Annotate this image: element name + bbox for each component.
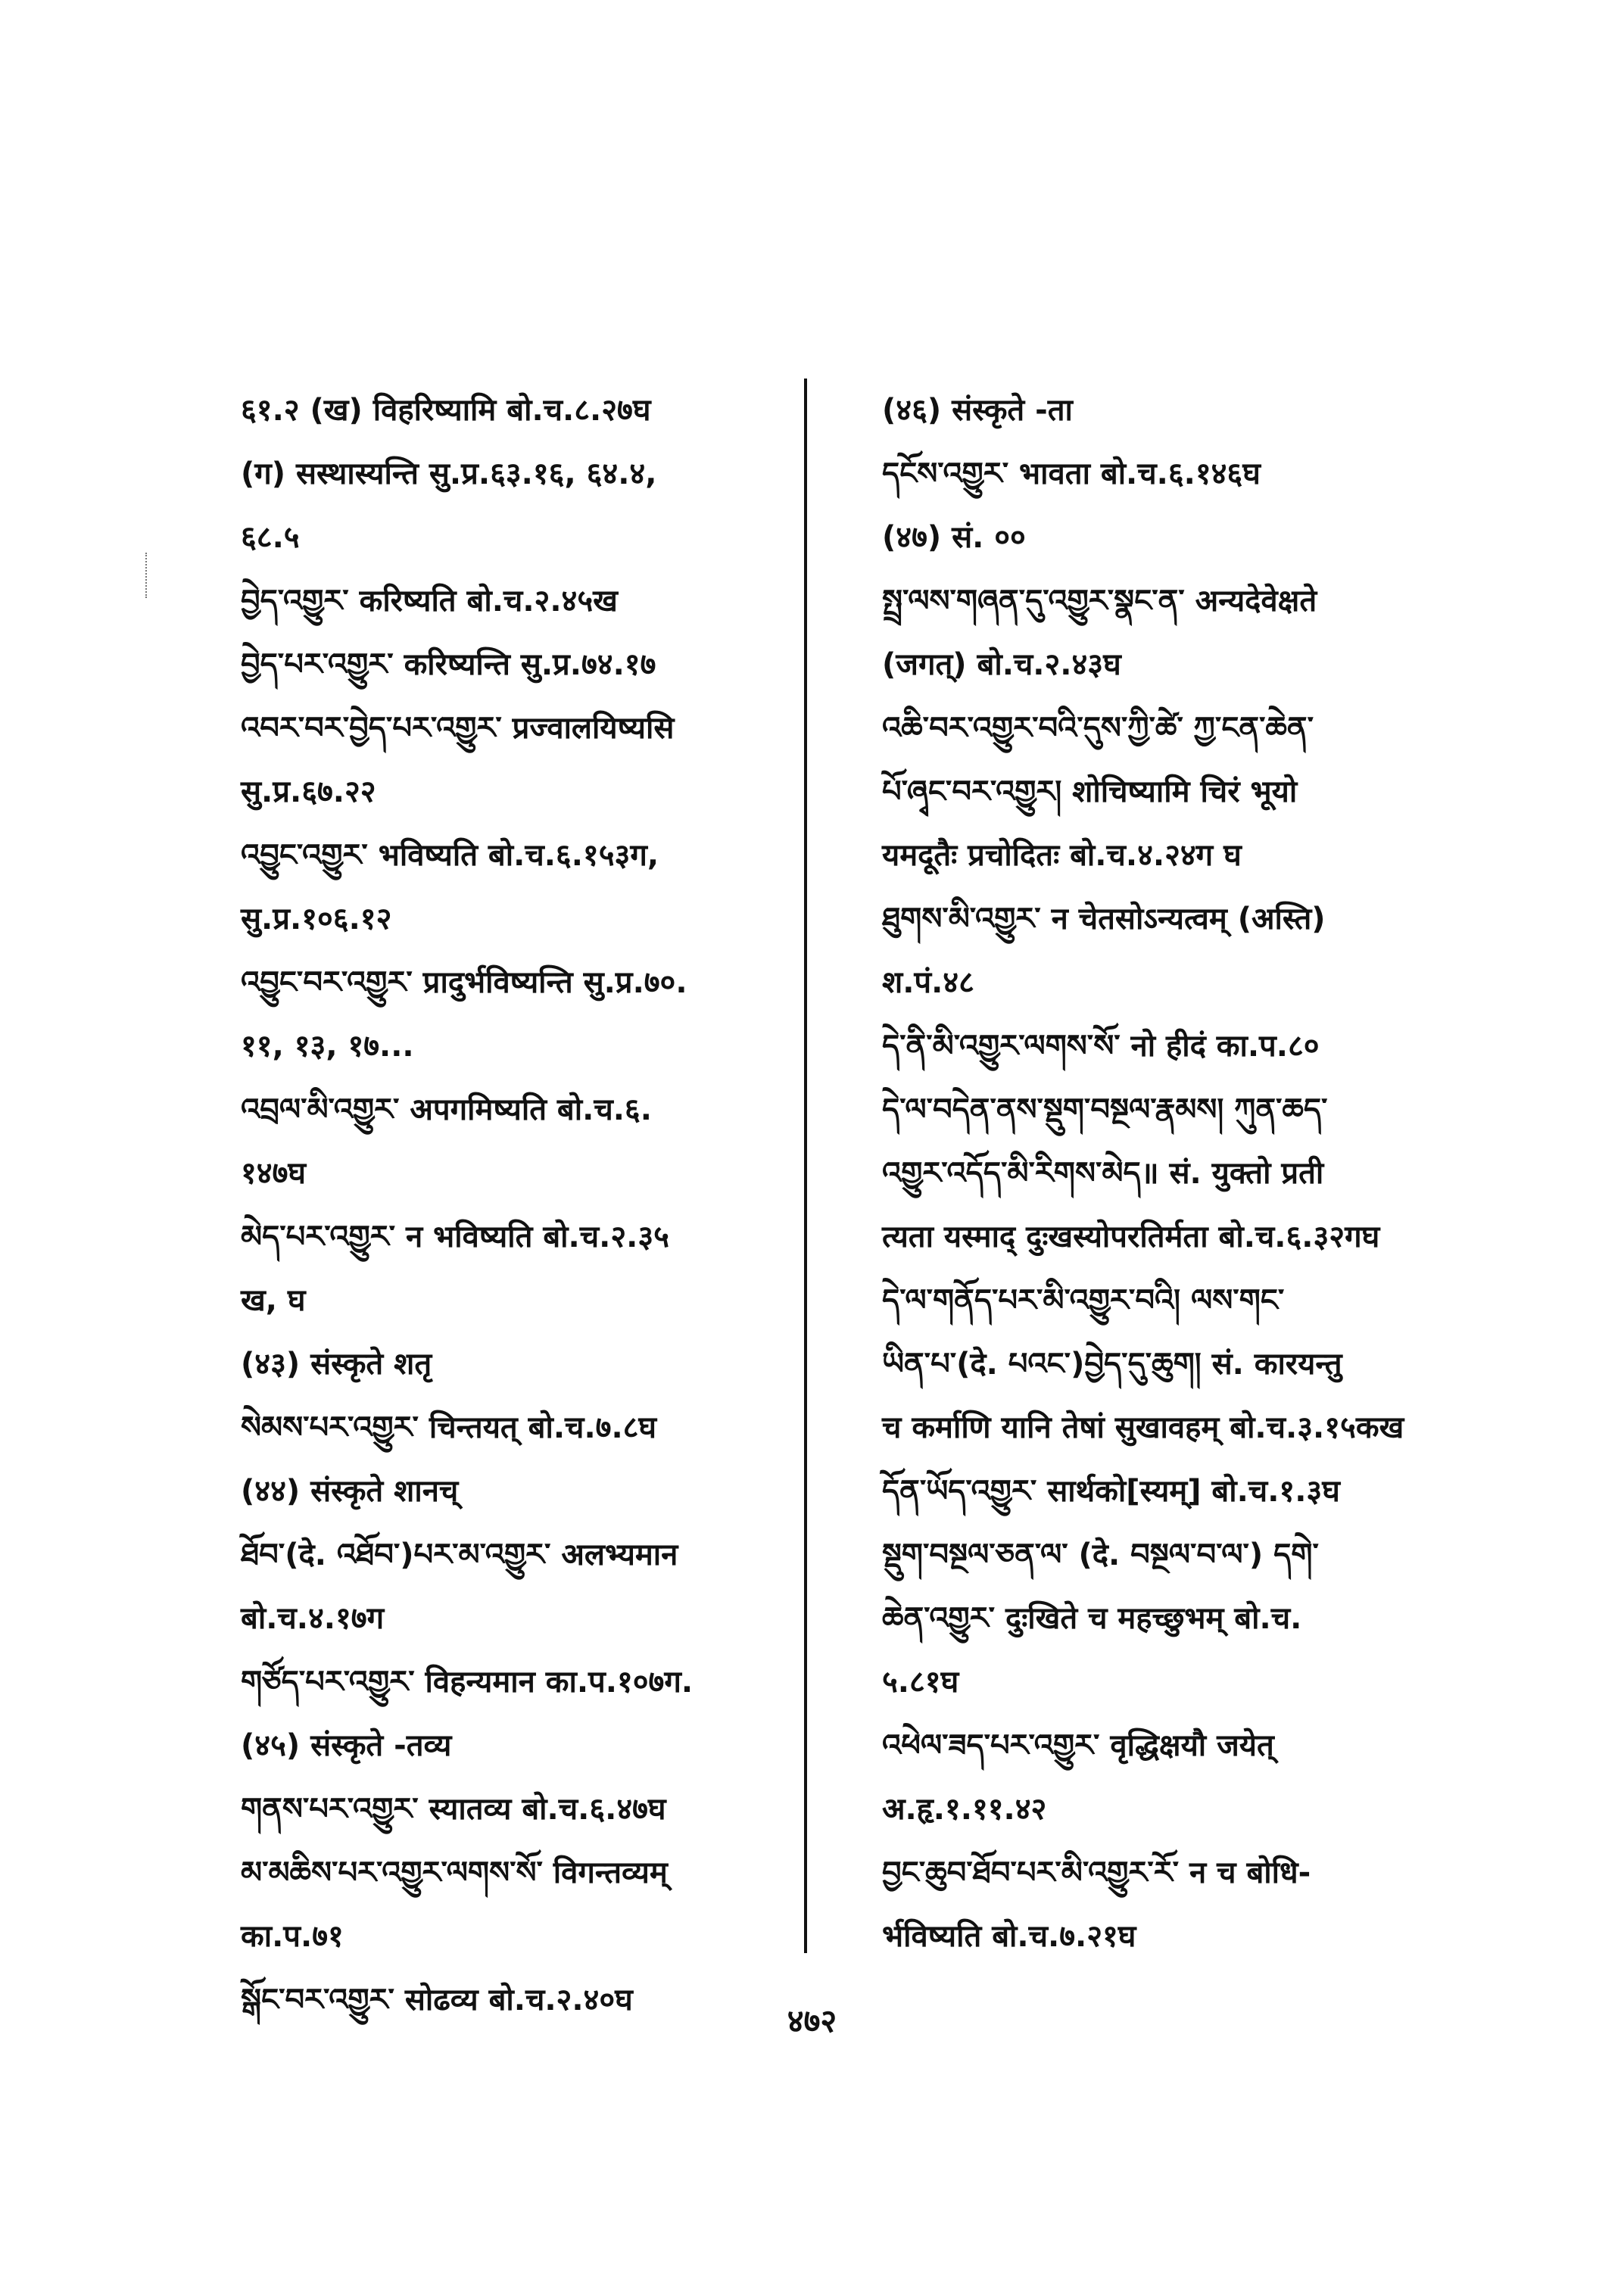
text-line: (ग) सस्थास्यन्ति सु.प्र.६३.१६, ६४.४,	[241, 456, 657, 491]
text-line: का.प.७१	[241, 1919, 344, 1954]
text-line: १४७घ	[241, 1156, 307, 1191]
text-line: सु.प्र.१०६.१२	[241, 902, 392, 936]
text-line: (४७) सं. ००	[882, 520, 1026, 555]
text-line: དེ་ལ་བདེན་ནས་སྡུག་བསྔལ་རྣམས། ཀུན་ཆད་	[882, 1092, 1328, 1127]
text-line: बो.च.४.१७ग	[241, 1601, 385, 1636]
text-line: ཐོབ་(दे. འཐོབ་)པར་མ་འགྱུར་ अलभ्यमान	[241, 1537, 678, 1572]
column-divider	[804, 379, 807, 1953]
text-line: ६१.२ (ख) विहरिष्यामि बो.च.८.२७घ	[241, 393, 651, 428]
text-line: འགྱུར་འདོད་མི་རིགས་མེད॥ सं. युक्तो प्रती	[882, 1156, 1324, 1191]
text-line: སྡུག་བསྔལ་ཅན་ལ་ (दे. བསྔལ་བ་ལ་) དགེ་	[882, 1537, 1319, 1572]
text-line: (जगत्) बो.च.२.४३घ	[882, 647, 1121, 682]
text-line: མེད་པར་འགྱུར་ न भविष्यति बो.च.२.३५	[241, 1220, 669, 1254]
text-line: བྱེད་འགྱུར་ करिष्यति बो.च.२.४५ख	[241, 584, 618, 618]
text-line: བྱེད་པར་འགྱུར་ करिष्यन्ति सु.प्र.७४.१७	[241, 647, 656, 682]
text-line: འབར་བར་བྱེད་པར་འགྱུར་ प्रज्वालयिष्यसि	[241, 711, 675, 746]
text-line: འབྲལ་མི་འགྱུར་ अपगमिष्यति बो.च.६.	[241, 1092, 652, 1127]
text-line: དེ་ནི་མི་འགྱུར་ལགས་སོ་ नो हीदं का.प.८०	[882, 1029, 1320, 1064]
text-line: བྱང་ཆུབ་ཐོབ་པར་མི་འགྱུར་རོ་ न च बोधि-	[882, 1855, 1311, 1890]
text-line: (४६) संस्कृते -ता	[882, 393, 1073, 428]
text-line: (४४) संस्कृते शानच्	[241, 1474, 459, 1509]
text-line: श.पं.४८	[882, 965, 974, 1000]
text-line: ཐུགས་མི་འགྱུར་ न चेतसोऽन्यत्वम् (अस्ति)	[882, 902, 1326, 936]
text-line: अ.हृ.१.११.४२	[882, 1792, 1047, 1827]
text-line: ११, १३, १७...	[241, 1029, 414, 1064]
text-line: सु.प्र.६७.२२	[241, 774, 376, 809]
text-line: ཆེན་འགྱུར་ दुःखिते च महच्छुभम् बो.च.	[882, 1601, 1302, 1636]
text-line: ५.८१घ	[882, 1665, 959, 1699]
text-line: སྒོང་བར་འགྱུར་ सोढव्य बो.च.२.४०घ	[241, 1983, 633, 2017]
text-line: (४५) संस्कृते -तव्य	[241, 1728, 452, 1763]
text-line: དོན་ཡོད་འགྱུར་ सार्थको[स्यम्] बो.च.१.३घ	[882, 1474, 1340, 1509]
text-line: པོ་ཞྭང་བར་འགྱུར། शोचिष्यामि चिरं भूयो	[882, 774, 1298, 809]
left-column	[241, 379, 786, 2032]
margin-dots	[145, 553, 148, 598]
text-line: त्यता यस्माद् दुःखस्योपरतिर्मता बो.च.६.३२गघ	[882, 1220, 1380, 1254]
text-line: འབྱུང་འགྱུར་ भविष्यति बो.च.६.१५३ग,	[241, 838, 659, 873]
text-line: ཡིན་པ་(दे. པའང་)བྱེད་དུ་ཆུག། सं. कारयन्तु	[882, 1347, 1342, 1382]
text-line: གཙོད་པར་འགྱུར་ विहन्यमान का.प.१०७ग.	[241, 1665, 694, 1699]
text-line: སྤྲ་ལས་གཞན་དུ་འགྱུར་སྣང་ན་ अन्यदेवेक्षते	[882, 584, 1317, 618]
text-line: च कर्माणि यानि तेषां सुखावहम् बो.च.३.१५कख	[882, 1410, 1404, 1445]
text-line: སེམས་པར་འགྱུར་ चिन्तयत् बो.च.७.८घ	[241, 1410, 657, 1445]
page-number: ४७२	[787, 2002, 837, 2039]
text-line: གནས་པར་འགྱུར་ स्यातव्य बो.च.६.४७घ	[241, 1792, 666, 1827]
text-line: ख, घ	[241, 1283, 306, 1318]
text-line: (४३) संस्कृते शतृ	[241, 1347, 432, 1382]
text-line: དངོས་འགྱུར་ भावता बो.च.६.१४६घ	[882, 456, 1261, 491]
text-line: འབྱུང་བར་འགྱུར་ प्रादुर्भविष्यन्ति सु.प्र.७०.	[241, 965, 687, 1000]
text-line: ६८.५	[241, 520, 300, 555]
text-line: འཆི་བར་འགྱུར་བའི་དུས་ཀྱི་ཚེ་ ཀྱ་ངན་ཆེན་	[882, 711, 1314, 746]
text-line: མ་མཆིས་པར་འགྱུར་ལགས་སོ་ विगन्तव्यम्	[241, 1855, 668, 1890]
text-line: र्भविष्यति बो.च.७.२१घ	[882, 1919, 1136, 1954]
text-line: यमदूतैः प्रचोदितः बो.च.४.२४ग घ	[882, 838, 1242, 873]
right-column	[882, 379, 1427, 1968]
text-line: དེ་ལ་གནོད་པར་མི་འགྱུར་བའི། ལས་གང་	[882, 1283, 1285, 1318]
text-line: འཕེལ་ཟད་པར་འགྱུར་ वृद्धिक्षयौ जयेत्	[882, 1728, 1274, 1763]
